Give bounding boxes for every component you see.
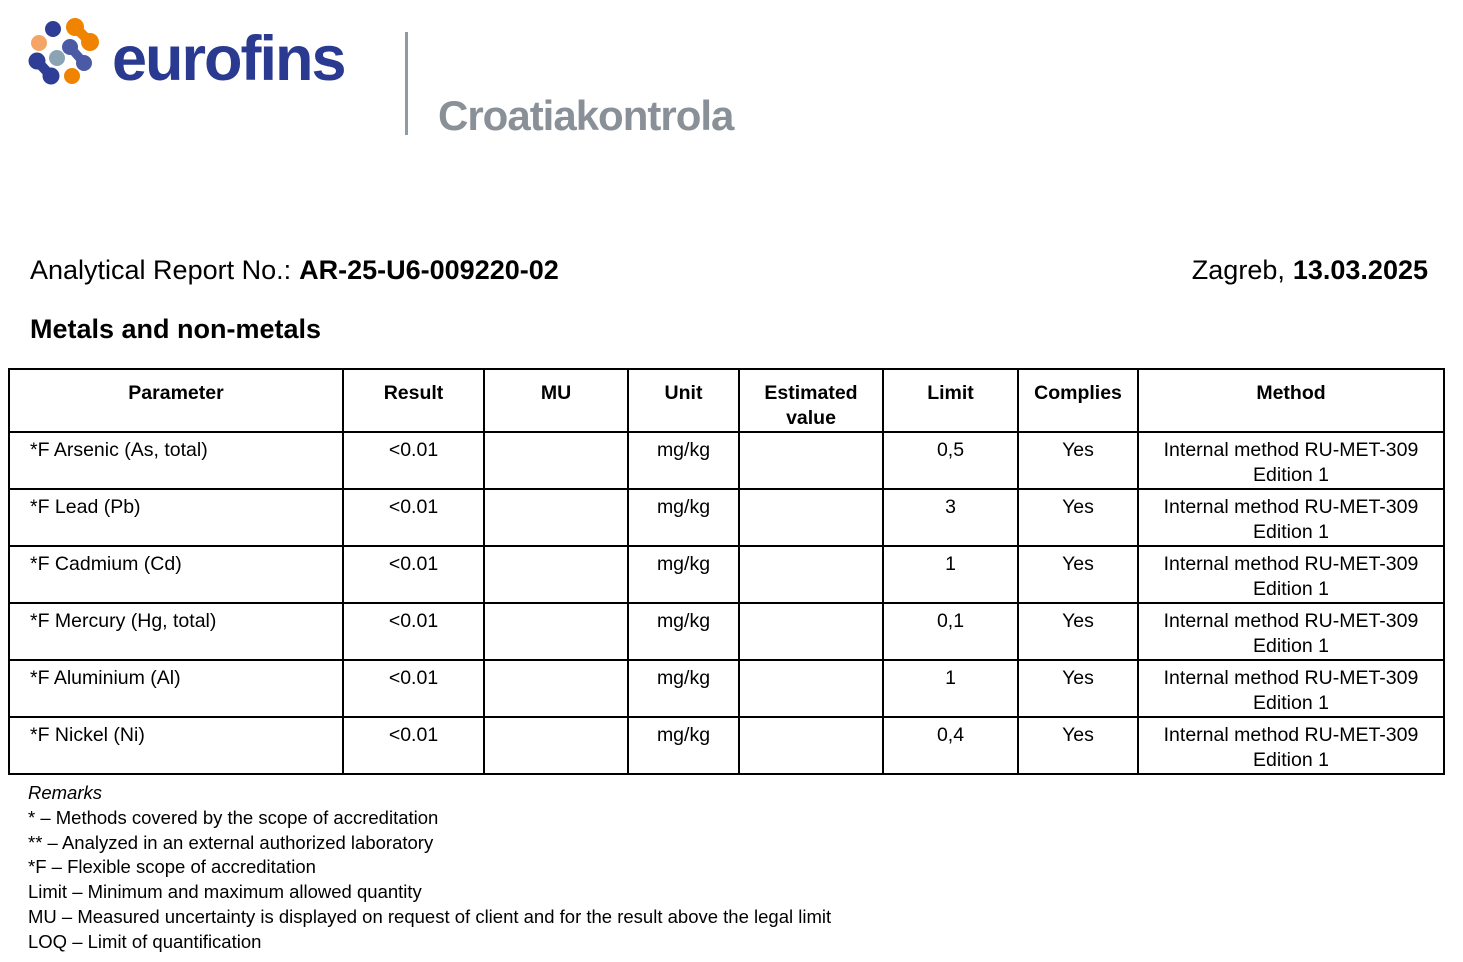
report-date-group [1192, 253, 1428, 287]
method-edition: Edition 1 [1253, 521, 1329, 543]
logo-dot [49, 50, 65, 66]
table-row [9, 432, 1444, 489]
table-row [9, 603, 1444, 660]
results-table-body [9, 432, 1444, 774]
header-complies: Complies [1018, 369, 1138, 432]
limit-cell: 3 [883, 489, 1018, 546]
estimated-value-cell [739, 660, 883, 717]
logo-dot [29, 53, 46, 70]
parameter-cell: *F Cadmium (Cd) [9, 546, 343, 603]
brand-name: eurofins [112, 24, 345, 94]
header-unit: Unit [628, 369, 739, 432]
complies-cell: Yes [1018, 489, 1138, 546]
header-estimated-value: Estimated value [739, 369, 883, 432]
logo-dot [81, 33, 99, 51]
method-cell [1138, 489, 1444, 546]
method-edition: Edition 1 [1253, 635, 1329, 657]
remarks-title: Remarks [28, 782, 103, 803]
parameter-cell: *F Aluminium (Al) [9, 660, 343, 717]
method-edition: Edition 1 [1253, 749, 1329, 771]
header-parameter: Parameter [9, 369, 343, 432]
mu-cell [484, 717, 628, 774]
header-row [9, 369, 1444, 432]
method-name: Internal method RU-MET-309 [1163, 610, 1419, 632]
method-edition: Edition 1 [1253, 692, 1329, 714]
method-cell [1138, 660, 1444, 717]
estimated-value-cell [739, 717, 883, 774]
result-cell: <0.01 [343, 489, 484, 546]
logo-dot [45, 21, 61, 37]
table-row [9, 660, 1444, 717]
result-cell: <0.01 [343, 546, 484, 603]
remark-line: ** – Analyzed in an external authorized laboratory [28, 831, 434, 853]
result-cell: <0.01 [343, 432, 484, 489]
report-place: Zagreb, [1191, 255, 1285, 285]
method-name: Internal method RU-MET-309 [1163, 724, 1419, 746]
logo-dot [64, 68, 80, 84]
report-number-group [30, 253, 559, 287]
remarks [28, 781, 831, 955]
complies-cell: Yes [1018, 603, 1138, 660]
method-cell [1138, 717, 1444, 774]
limit-cell: 0,4 [883, 717, 1018, 774]
header-result: Result [343, 369, 484, 432]
method-name: Internal method RU-MET-309 [1163, 553, 1419, 575]
complies-cell: Yes [1018, 717, 1138, 774]
unit-cell: mg/kg [628, 603, 739, 660]
limit-cell: 0,5 [883, 432, 1018, 489]
estimated-value-cell [739, 432, 883, 489]
table-row [9, 489, 1444, 546]
parameter-cell: *F Nickel (Ni) [9, 717, 343, 774]
eurofins-logo-icon [25, 14, 105, 94]
logo-dot [43, 68, 60, 85]
header-limit: Limit [883, 369, 1018, 432]
estimated-value-cell [739, 489, 883, 546]
logo-divider [405, 32, 408, 135]
method-edition: Edition 1 [1253, 464, 1329, 486]
unit-cell: mg/kg [628, 489, 739, 546]
mu-cell [484, 432, 628, 489]
parameter-cell: *F Mercury (Hg, total) [9, 603, 343, 660]
remark-line: Limit – Minimum and maximum allowed quantity [28, 881, 422, 903]
remark-line: * – Methods covered by the scope of accreditation [28, 806, 439, 828]
method-cell [1138, 546, 1444, 603]
remark-line: *F – Flexible scope of accreditation [28, 856, 316, 878]
mu-cell [484, 603, 628, 660]
unit-cell: mg/kg [628, 432, 739, 489]
unit-cell: mg/kg [628, 660, 739, 717]
report-title-line [30, 253, 1428, 287]
logo-dot [66, 18, 84, 36]
method-name: Internal method RU-MET-309 [1163, 439, 1419, 461]
complies-cell: Yes [1018, 432, 1138, 489]
estimated-value-cell [739, 603, 883, 660]
result-cell: <0.01 [343, 660, 484, 717]
estimated-value-cell [739, 546, 883, 603]
remark-line: MU – Measured uncertainty is displayed on request of client and for the result above the legal limit [28, 905, 832, 927]
method-edition: Edition 1 [1253, 578, 1329, 600]
division-name: Croatiakontrola [438, 92, 734, 139]
complies-cell: Yes [1018, 660, 1138, 717]
header-method: Method [1138, 369, 1444, 432]
remark-line: LOQ – Limit of quantification [28, 930, 262, 952]
header-mu: MU [484, 369, 628, 432]
results-table-head [9, 369, 1444, 432]
result-cell: <0.01 [343, 717, 484, 774]
limit-cell: 1 [883, 546, 1018, 603]
method-name: Internal method RU-MET-309 [1163, 496, 1419, 518]
parameter-cell: *F Arsenic (As, total) [9, 432, 343, 489]
mu-cell [484, 546, 628, 603]
table-row [9, 717, 1444, 774]
unit-cell: mg/kg [628, 717, 739, 774]
mu-cell [484, 489, 628, 546]
mu-cell [484, 660, 628, 717]
report-label: Analytical Report No.: [30, 255, 292, 285]
limit-cell: 0,1 [883, 603, 1018, 660]
method-name: Internal method RU-MET-309 [1163, 667, 1419, 689]
complies-cell: Yes [1018, 546, 1138, 603]
result-cell: <0.01 [343, 603, 484, 660]
logo-dot [76, 55, 92, 71]
method-cell [1138, 432, 1444, 489]
table-row [9, 546, 1444, 603]
section-title: Metals and non-metals [30, 314, 322, 344]
logo-dot [31, 35, 47, 51]
method-cell [1138, 603, 1444, 660]
report-date: 13.03.2025 [1292, 255, 1428, 285]
logo-dot [62, 39, 78, 55]
limit-cell: 1 [883, 660, 1018, 717]
parameter-cell: *F Lead (Pb) [9, 489, 343, 546]
report-number: AR-25-U6-009220-02 [299, 255, 559, 285]
results-table [8, 368, 1445, 775]
unit-cell: mg/kg [628, 546, 739, 603]
